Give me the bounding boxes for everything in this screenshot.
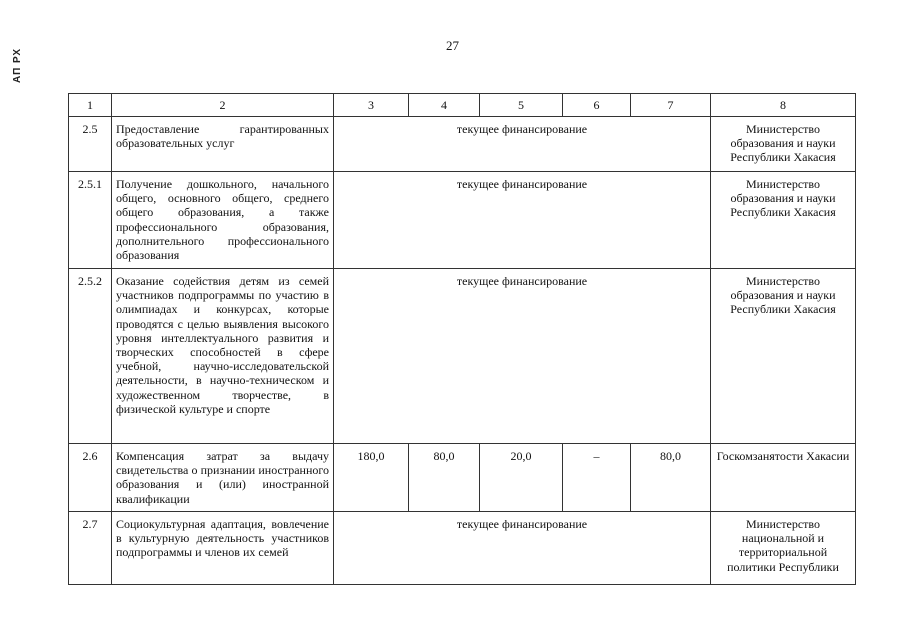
program-table	[68, 93, 856, 585]
row-funding: текущее финансирование	[334, 117, 711, 172]
row-number: 2.7	[69, 512, 112, 585]
table-row	[69, 512, 856, 585]
row-number: 2.6	[69, 444, 112, 512]
row-agency: Госкомзанятости Хакасии	[711, 444, 856, 512]
value-col-6: –	[563, 444, 631, 512]
column-header: 5	[480, 94, 563, 117]
header-row	[69, 94, 856, 117]
table-row	[69, 269, 856, 444]
table-row	[69, 117, 856, 172]
row-funding: текущее финансирование	[334, 512, 711, 585]
row-description: Социокультурная адаптация, вовлечение в культурную деятельность участников подпрограммы и членов их семей	[112, 512, 334, 585]
row-number: 2.5.2	[69, 269, 112, 444]
column-header: 6	[563, 94, 631, 117]
row-funding: текущее финансирование	[334, 269, 711, 444]
row-agency: Министерство национальной и территориальной политики Республики	[711, 512, 856, 585]
side-stamp: АП РХ	[12, 48, 23, 84]
table-row	[69, 172, 856, 269]
row-description: Получение дошкольного, начального общего, основного общего, среднего общего образования, а также профессионального образования, дополнительного профессионального образования	[112, 172, 334, 269]
table-row	[69, 444, 856, 512]
row-number: 2.5	[69, 117, 112, 172]
value-col-4: 80,0	[409, 444, 480, 512]
column-header: 7	[631, 94, 711, 117]
row-number: 2.5.1	[69, 172, 112, 269]
row-agency: Министерство образования и науки Республики Хакасия	[711, 269, 856, 444]
row-description: Предоставление гарантированных образовательных услуг	[112, 117, 334, 172]
row-agency: Министерство образования и науки Республики Хакасия	[711, 117, 856, 172]
value-col-5: 20,0	[480, 444, 563, 512]
column-header: 3	[334, 94, 409, 117]
page-number: 27	[446, 38, 459, 53]
column-header: 8	[711, 94, 856, 117]
value-col-3: 180,0	[334, 444, 409, 512]
column-header: 1	[69, 94, 112, 117]
column-header: 2	[112, 94, 334, 117]
row-description: Компенсация затрат за выдачу свидетельства о признании иностранного образования и (или) иностранной квалификации	[112, 444, 334, 512]
value-col-7: 80,0	[631, 444, 711, 512]
row-agency: Министерство образования и науки Республики Хакасия	[711, 172, 856, 269]
row-funding: текущее финансирование	[334, 172, 711, 269]
row-description: Оказание содействия детям из семей участников подпрограммы по участию в олимпиадах и конкурсах, которые проводятся с целью выявления высокого уровня интеллектуального развития и творческих способностей в сфере учебной, научно-исследовательской деятельности, в научно-техническом и художественном творчестве, в физической культуре и спорте	[112, 269, 334, 444]
column-header: 4	[409, 94, 480, 117]
